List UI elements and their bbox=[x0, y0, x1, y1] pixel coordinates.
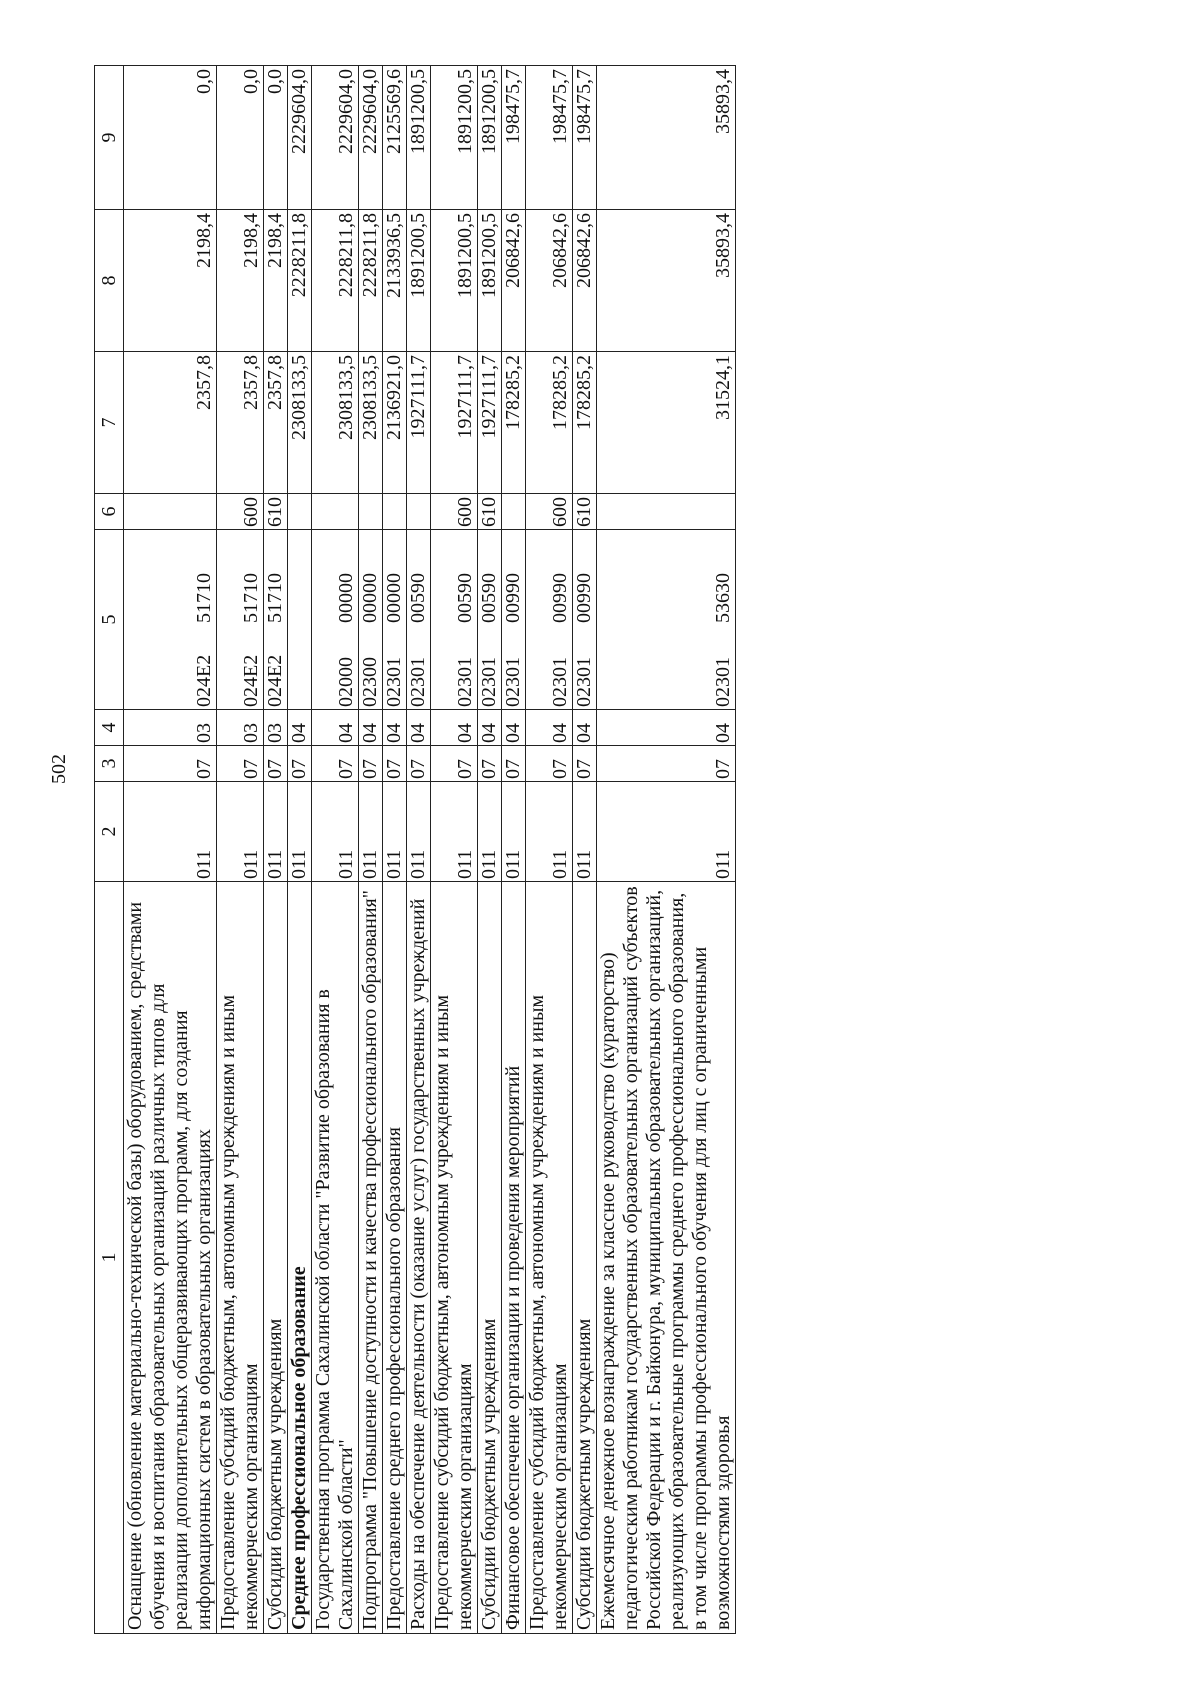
section-code: 07 bbox=[597, 746, 736, 782]
rotated-page bbox=[94, 66, 1104, 1634]
column-header: 8 bbox=[95, 210, 124, 352]
row-description: Подпрограмма "Повышение доступности и качества профессионального образования" bbox=[359, 882, 383, 1634]
section-code: 07 bbox=[526, 746, 573, 782]
program-code: 02301 bbox=[549, 657, 571, 707]
target-article-code bbox=[526, 530, 573, 710]
amount-col9: 2229604,0 bbox=[359, 66, 383, 210]
expense-type-code bbox=[124, 494, 217, 530]
column-header: 1 bbox=[95, 882, 124, 1634]
expense-type-code bbox=[407, 494, 431, 530]
table-row bbox=[217, 66, 264, 1634]
expense-type-code bbox=[502, 494, 526, 530]
expense-type-code bbox=[288, 494, 312, 530]
amount-col8: 206842,6 bbox=[502, 210, 526, 352]
section-code: 07 bbox=[288, 746, 312, 782]
direction-code: 00590 bbox=[454, 573, 476, 623]
subsection-code: 04 bbox=[431, 710, 478, 746]
amount-col8: 206842,6 bbox=[573, 210, 597, 352]
program-code: 02301 bbox=[407, 657, 429, 707]
section-code: 07 bbox=[264, 746, 288, 782]
row-description: Оснащение (обновление материально-технической базы) оборудованием, средствами обучения и воспитания образовательных организаций различных типов для реализации дополнительных общеразвивающих программ, для создания информационных систем в образовательных организациях bbox=[124, 882, 217, 1634]
column-header: 6 bbox=[95, 494, 124, 530]
target-article-code bbox=[312, 530, 359, 710]
program-code: 024E2 bbox=[240, 654, 262, 707]
column-header: 4 bbox=[95, 710, 124, 746]
amount-col8: 2198,4 bbox=[264, 210, 288, 352]
target-article-code bbox=[288, 530, 312, 710]
program-code: 02301 bbox=[573, 657, 595, 707]
target-article-code bbox=[407, 530, 431, 710]
amount-col7: 2136921,0 bbox=[383, 352, 407, 494]
section-code: 07 bbox=[407, 746, 431, 782]
amount-col7: 1927111,7 bbox=[407, 352, 431, 494]
row-description: Ежемесячное денежное вознаграждение за классное руководство (кураторство) педагогическим работникам государственных образовательных организаций субъектов Российской Федерации и г. Байконура, муниципальных образовательных организаций, реализующих образовательные программы среднего профессионального образования, в том числе программы профессионального обучения для лиц с ограниченными возможностями здоровья bbox=[597, 882, 736, 1634]
target-article-code bbox=[124, 530, 217, 710]
amount-col9: 1891200,5 bbox=[431, 66, 478, 210]
expense-type-code bbox=[597, 494, 736, 530]
expense-type-code: 600 bbox=[526, 494, 573, 530]
amount-col8: 206842,6 bbox=[526, 210, 573, 352]
target-article-code bbox=[573, 530, 597, 710]
subsection-code: 04 bbox=[288, 710, 312, 746]
subsection-code: 03 bbox=[124, 710, 217, 746]
row-description: Среднее профессиональное образование bbox=[288, 882, 312, 1634]
column-header: 9 bbox=[95, 66, 124, 210]
ministry-code: 011 bbox=[264, 782, 288, 882]
ministry-code: 011 bbox=[478, 782, 502, 882]
table-row bbox=[407, 66, 431, 1634]
direction-code: 51710 bbox=[240, 573, 262, 623]
amount-col7: 2357,8 bbox=[217, 352, 264, 494]
amount-col7: 2308133,5 bbox=[288, 352, 312, 494]
section-code: 07 bbox=[217, 746, 264, 782]
subsection-code: 03 bbox=[217, 710, 264, 746]
amount-col7: 178285,2 bbox=[502, 352, 526, 494]
section-code: 07 bbox=[359, 746, 383, 782]
ministry-code: 011 bbox=[573, 782, 597, 882]
amount-col9: 198475,7 bbox=[502, 66, 526, 210]
amount-col7: 2308133,5 bbox=[312, 352, 359, 494]
ministry-code: 011 bbox=[502, 782, 526, 882]
amount-col7: 31524,1 bbox=[597, 352, 736, 494]
amount-col9: 198475,7 bbox=[573, 66, 597, 210]
program-code: 02000 bbox=[335, 657, 357, 707]
subsection-code: 04 bbox=[502, 710, 526, 746]
subsection-code: 04 bbox=[597, 710, 736, 746]
expense-type-code bbox=[383, 494, 407, 530]
direction-code: 00000 bbox=[383, 573, 405, 623]
expense-type-code: 610 bbox=[478, 494, 502, 530]
ministry-code: 011 bbox=[431, 782, 478, 882]
amount-col9: 0,0 bbox=[217, 66, 264, 210]
amount-col8: 35893,4 bbox=[597, 210, 736, 352]
target-article-code bbox=[264, 530, 288, 710]
amount-col8: 2228211,8 bbox=[359, 210, 383, 352]
amount-col8: 2198,4 bbox=[217, 210, 264, 352]
amount-col8: 2228211,8 bbox=[288, 210, 312, 352]
direction-code: 51710 bbox=[193, 573, 215, 623]
program-code: 02301 bbox=[454, 657, 476, 707]
expense-type-code: 600 bbox=[217, 494, 264, 530]
amount-col9: 2229604,0 bbox=[288, 66, 312, 210]
table-row bbox=[526, 66, 573, 1634]
amount-col8: 2198,4 bbox=[124, 210, 217, 352]
amount-col9: 2125569,6 bbox=[383, 66, 407, 210]
amount-col7: 2308133,5 bbox=[359, 352, 383, 494]
program-code: 02301 bbox=[712, 657, 734, 707]
section-code: 07 bbox=[124, 746, 217, 782]
expense-type-code bbox=[312, 494, 359, 530]
program-code: 024E2 bbox=[264, 654, 286, 707]
target-article-code bbox=[431, 530, 478, 710]
column-numbers-row bbox=[95, 66, 124, 1634]
amount-col8: 1891200,5 bbox=[431, 210, 478, 352]
ministry-code: 011 bbox=[407, 782, 431, 882]
table-body bbox=[124, 66, 736, 1634]
subsection-code: 04 bbox=[478, 710, 502, 746]
subsection-code: 04 bbox=[383, 710, 407, 746]
column-header: 7 bbox=[95, 352, 124, 494]
row-description: Предоставление субсидий бюджетным, автономным учреждениям и иным некоммерческим организациям bbox=[526, 882, 573, 1634]
direction-code: 00000 bbox=[359, 573, 381, 623]
page-number: 502 bbox=[48, 754, 70, 784]
expense-type-code bbox=[359, 494, 383, 530]
ministry-code: 011 bbox=[288, 782, 312, 882]
amount-col7: 178285,2 bbox=[573, 352, 597, 494]
ministry-code: 011 bbox=[124, 782, 217, 882]
row-description: Субсидии бюджетным учреждениям bbox=[573, 882, 597, 1634]
subsection-code: 04 bbox=[526, 710, 573, 746]
section-code: 07 bbox=[383, 746, 407, 782]
section-code: 07 bbox=[431, 746, 478, 782]
table-row bbox=[288, 66, 312, 1634]
amount-col9: 0,0 bbox=[124, 66, 217, 210]
amount-col9: 198475,7 bbox=[526, 66, 573, 210]
amount-col9: 2229604,0 bbox=[312, 66, 359, 210]
amount-col9: 35893,4 bbox=[597, 66, 736, 210]
row-description: Государственная программа Сахалинской области "Развитие образования в Сахалинской области" bbox=[312, 882, 359, 1634]
direction-code: 53630 bbox=[712, 573, 734, 623]
amount-col8: 1891200,5 bbox=[407, 210, 431, 352]
amount-col7: 2357,8 bbox=[124, 352, 217, 494]
subsection-code: 04 bbox=[407, 710, 431, 746]
column-header: 5 bbox=[95, 530, 124, 710]
direction-code: 51710 bbox=[264, 573, 286, 623]
row-description: Предоставление субсидий бюджетным, автономным учреждениям и иным некоммерческим организациям bbox=[431, 882, 478, 1634]
ministry-code: 011 bbox=[383, 782, 407, 882]
section-code: 07 bbox=[573, 746, 597, 782]
section-code: 07 bbox=[502, 746, 526, 782]
direction-code: 00990 bbox=[549, 573, 571, 623]
amount-col8: 1891200,5 bbox=[478, 210, 502, 352]
table-row bbox=[478, 66, 502, 1634]
amount-col8: 2228211,8 bbox=[312, 210, 359, 352]
direction-code: 00990 bbox=[573, 573, 595, 623]
amount-col9: 1891200,5 bbox=[478, 66, 502, 210]
target-article-code bbox=[597, 530, 736, 710]
row-description: Расходы на обеспечение деятельности (оказание услуг) государственных учреждений bbox=[407, 882, 431, 1634]
program-code: 02300 bbox=[359, 657, 381, 707]
row-description: Финансовое обеспечение организации и проведения мероприятий bbox=[502, 882, 526, 1634]
table-row bbox=[359, 66, 383, 1634]
direction-code: 00590 bbox=[407, 573, 429, 623]
section-code: 07 bbox=[478, 746, 502, 782]
target-article-code bbox=[383, 530, 407, 710]
subsection-code: 04 bbox=[312, 710, 359, 746]
row-description: Субсидии бюджетным учреждениям bbox=[478, 882, 502, 1634]
program-code: 02301 bbox=[478, 657, 500, 707]
amount-col8: 2133936,5 bbox=[383, 210, 407, 352]
ministry-code: 011 bbox=[526, 782, 573, 882]
amount-col7: 1927111,7 bbox=[478, 352, 502, 494]
amount-col7: 2357,8 bbox=[264, 352, 288, 494]
direction-code: 00590 bbox=[478, 573, 500, 623]
table-row bbox=[597, 66, 736, 1634]
amount-col9: 1891200,5 bbox=[407, 66, 431, 210]
ministry-code: 011 bbox=[312, 782, 359, 882]
program-code: 02301 bbox=[383, 657, 405, 707]
budget-table bbox=[94, 65, 736, 1634]
ministry-code: 011 bbox=[217, 782, 264, 882]
program-code: 024E2 bbox=[193, 654, 215, 707]
amount-col9: 0,0 bbox=[264, 66, 288, 210]
table-row bbox=[502, 66, 526, 1634]
table-row bbox=[431, 66, 478, 1634]
target-article-code bbox=[217, 530, 264, 710]
direction-code: 00000 bbox=[335, 573, 357, 623]
target-article-code bbox=[478, 530, 502, 710]
expense-type-code: 610 bbox=[573, 494, 597, 530]
subsection-code: 03 bbox=[264, 710, 288, 746]
expense-type-code: 610 bbox=[264, 494, 288, 530]
amount-col7: 1927111,7 bbox=[431, 352, 478, 494]
table-row bbox=[383, 66, 407, 1634]
table-row bbox=[264, 66, 288, 1634]
subsection-code: 04 bbox=[573, 710, 597, 746]
table-row bbox=[124, 66, 217, 1634]
expense-type-code: 600 bbox=[431, 494, 478, 530]
table-row bbox=[573, 66, 597, 1634]
table-row bbox=[312, 66, 359, 1634]
target-article-code bbox=[359, 530, 383, 710]
ministry-code: 011 bbox=[359, 782, 383, 882]
subsection-code: 04 bbox=[359, 710, 383, 746]
target-article-code bbox=[502, 530, 526, 710]
column-header: 2 bbox=[95, 782, 124, 882]
section-code: 07 bbox=[312, 746, 359, 782]
direction-code: 00990 bbox=[502, 573, 524, 623]
column-header: 3 bbox=[95, 746, 124, 782]
program-code: 02301 bbox=[502, 657, 524, 707]
row-description: Субсидии бюджетным учреждениям bbox=[264, 882, 288, 1634]
row-description: Предоставление среднего профессионального образования bbox=[383, 882, 407, 1634]
row-description: Предоставление субсидий бюджетным, автономным учреждениям и иным некоммерческим организациям bbox=[217, 882, 264, 1634]
amount-col7: 178285,2 bbox=[526, 352, 573, 494]
ministry-code: 011 bbox=[597, 782, 736, 882]
